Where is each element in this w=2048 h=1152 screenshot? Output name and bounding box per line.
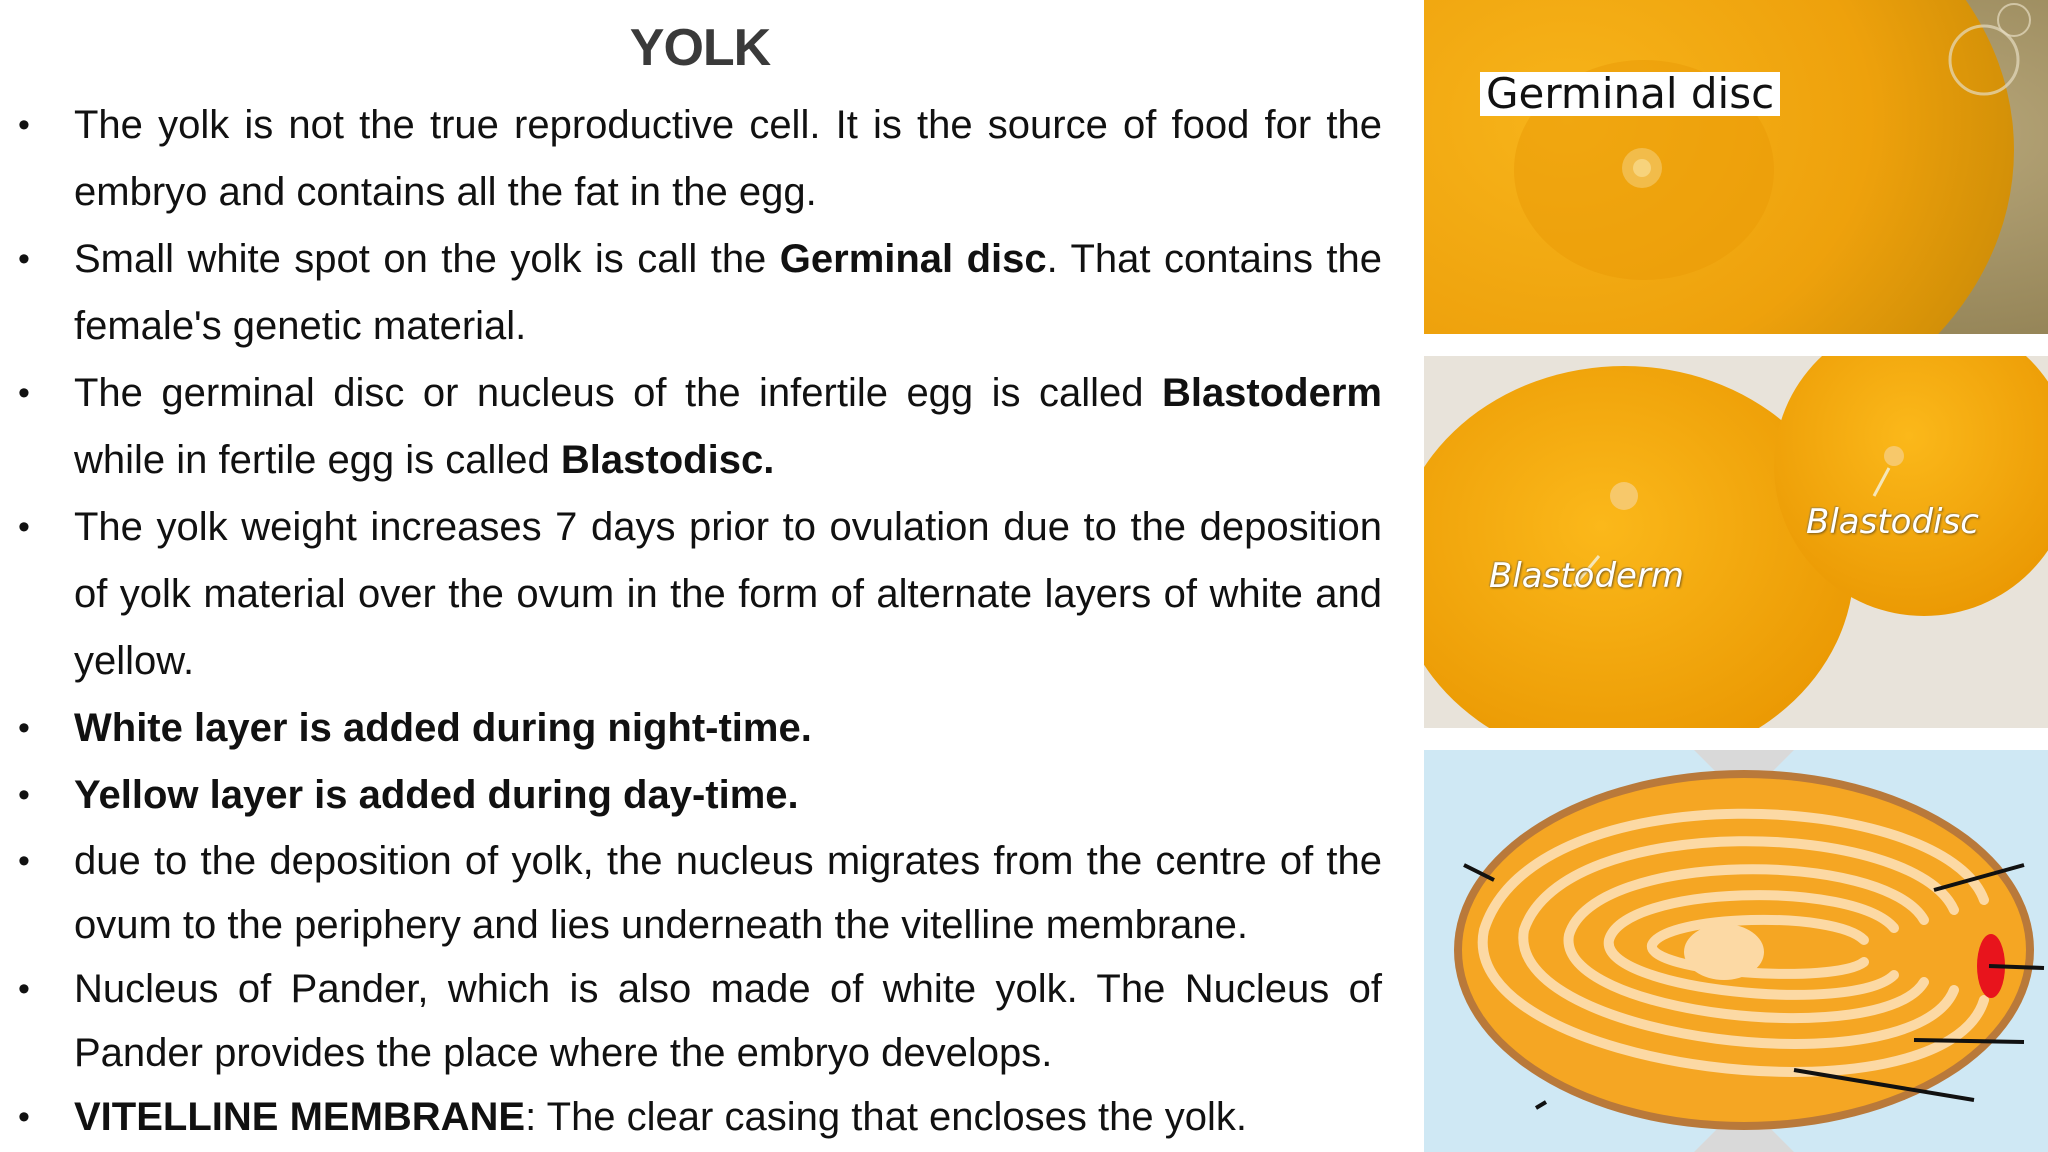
bullet-bold-text: Blastoderm: [1161, 371, 1382, 415]
bullet-item: [18, 762, 1382, 829]
bullet-item: [18, 957, 1382, 1085]
yolk-layers-diagram: [1424, 750, 2048, 1152]
bullet-item: [18, 226, 1382, 360]
bullet-text: The germinal disc or nucleus of the infertile egg is called: [74, 371, 1162, 415]
bullet-text: due to the deposition of yolk, the nucleus migrates from the centre of the ovum to the periphery and lies underneath the vitelline membrane.: [74, 839, 1382, 947]
blastoderm-blastodisc-photo: [1424, 356, 2048, 728]
slide-title: YOLK: [629, 19, 771, 77]
bullet-text: The yolk is not the true reproductive cell. It is the source of food for the embryo and contains all the fat in the egg.: [74, 103, 1382, 214]
bullet-list: [18, 92, 1382, 1149]
bullet-bold-text: Blastodisc.: [560, 438, 775, 482]
bullet-item: [18, 360, 1382, 494]
bullet-text: while in fertile egg is called: [74, 438, 561, 482]
bullet-text: . That contains the female's genetic material.: [74, 237, 1383, 348]
bullet-item: [18, 92, 1382, 226]
bullet-bold-text: Yellow layer is added during day-time.: [74, 773, 799, 817]
yolk-photo-graphic: [1424, 0, 2048, 334]
bullet-text: Small white spot on the yolk is call the: [74, 237, 780, 281]
bullet-text: The yolk weight increases 7 days prior to ovulation due to the deposition of yolk material over the ovum in the form of alternate layers of white and yellow.: [74, 505, 1382, 683]
yolk-rings-graphic: [1424, 750, 2048, 1152]
germinal-disc-photo: [1424, 0, 2048, 334]
bullet-bold-text: White layer is added during night-time.: [74, 706, 812, 750]
germinal-disc-label: Germinal disc: [1480, 72, 1780, 116]
bullet-text: Nucleus of Pander, which is also made of white yolk. The Nucleus of Pander provides the place where the embryo develops.: [74, 967, 1382, 1075]
blastodisc-label: Blastodisc: [1806, 502, 1979, 542]
bullet-item: [18, 1085, 1382, 1149]
bullet-text: : The clear casing that encloses the yolk.: [525, 1095, 1247, 1139]
bullet-bold-text: Germinal disc: [779, 237, 1047, 281]
two-yolks-graphic: [1424, 356, 2048, 728]
blastoderm-label: Blastoderm: [1489, 556, 1685, 596]
bullet-item: [18, 494, 1382, 695]
bullet-item: [18, 695, 1382, 762]
bullet-item: [18, 829, 1382, 957]
bullet-bold-text: VITELLINE MEMBRANE: [74, 1095, 526, 1139]
